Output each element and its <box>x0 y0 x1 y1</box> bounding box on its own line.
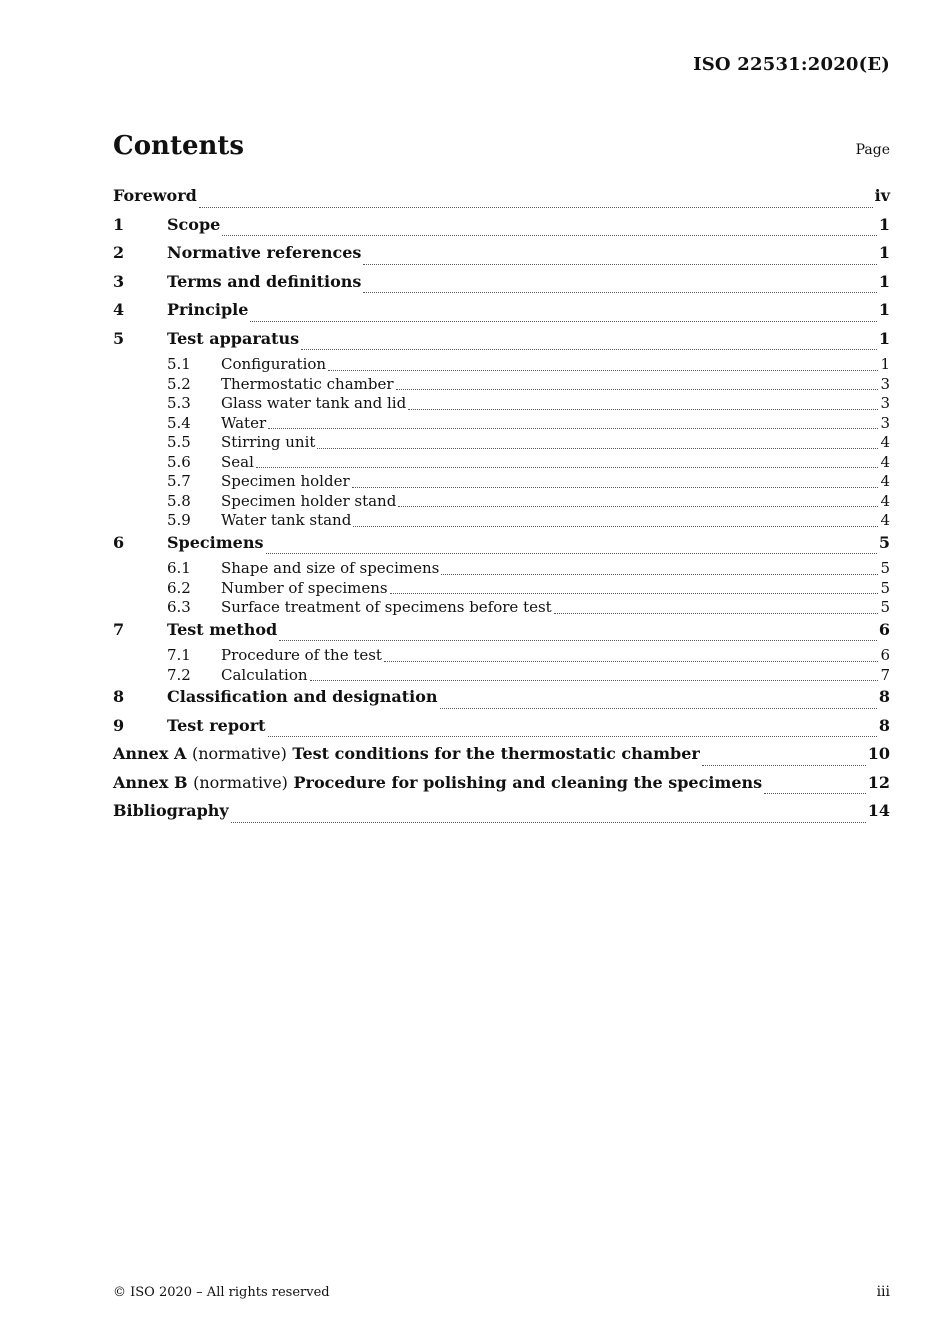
toc-entry-title: Specimen holder stand <box>221 491 397 510</box>
toc-entry-title: Specimen holder <box>221 472 350 490</box>
toc-page-number: 6 <box>878 619 890 639</box>
toc-entry-title: Configuration <box>221 355 327 373</box>
dot-leader <box>441 573 878 575</box>
toc-entry-number: 5.5 <box>167 433 191 451</box>
toc-entry-number: 5.4 <box>167 413 191 432</box>
toc-entry-title: Thermostatic chamber <box>221 374 394 393</box>
toc-entry-number: 4 <box>113 300 125 319</box>
dot-leader <box>352 486 879 488</box>
toc-entry-number: 6 <box>113 532 125 552</box>
toc-page-number: 4 <box>880 433 890 451</box>
contents-title: Contents <box>113 131 245 161</box>
toc-page-number: 1 <box>878 271 890 291</box>
toc-entry-title: Shape and size of specimens <box>221 559 440 577</box>
toc-page-number: 4 <box>880 491 890 510</box>
toc-entry-title: Seal <box>221 452 254 471</box>
toc-entry-number: 6.2 <box>167 578 191 597</box>
dot-leader <box>317 447 878 449</box>
toc-page-number: 3 <box>880 374 890 393</box>
toc-entry-number: 5.9 <box>167 511 191 529</box>
toc-entry-title: Test apparatus <box>167 328 300 348</box>
toc-entry-title: Scope <box>167 214 221 234</box>
toc-entry[interactable] <box>113 327 890 356</box>
toc-entry[interactable] <box>113 685 890 714</box>
toc-subentry[interactable] <box>113 433 890 453</box>
toc-entry-title: Classification and designation <box>167 687 438 706</box>
toc-entry[interactable] <box>113 213 890 242</box>
toc-entry[interactable] <box>113 531 890 560</box>
toc-entry[interactable] <box>113 714 890 743</box>
toc-page-number: 12 <box>867 772 890 792</box>
dot-leader <box>256 466 879 468</box>
toc-page-number: 10 <box>867 744 890 763</box>
toc-page-number: 1 <box>878 214 890 234</box>
toc-subentry[interactable] <box>113 646 890 666</box>
annex-qualifier: (normative) <box>193 772 288 792</box>
toc-entry-number: 5.2 <box>167 374 191 393</box>
toc-entry-title: Normative references <box>167 243 362 262</box>
toc-page-number: 1 <box>878 243 890 262</box>
annex-qualifier: (normative) <box>191 744 287 763</box>
toc-subentry[interactable] <box>113 492 890 512</box>
toc-entry-title: Glass water tank and lid <box>221 394 407 412</box>
toc-subentry[interactable] <box>113 472 890 492</box>
toc-page-number: 7 <box>880 665 890 684</box>
toc-entry-number: 6.3 <box>167 598 191 616</box>
toc-subentry[interactable] <box>113 394 890 414</box>
toc-entry-number: 5.1 <box>167 355 191 373</box>
toc-subentry[interactable] <box>113 414 890 434</box>
toc-entry-number: 5.8 <box>167 491 191 510</box>
toc-page-number: 5 <box>878 532 890 552</box>
toc-entry-number: 1 <box>113 214 125 234</box>
dot-leader <box>554 612 879 614</box>
toc-entry-number: 5.7 <box>167 472 191 490</box>
toc-entry-number: 7.2 <box>167 665 191 684</box>
dot-leader <box>268 427 878 429</box>
page-number: iii <box>876 1284 890 1300</box>
toc-page-number: 4 <box>880 452 890 471</box>
dot-leader <box>384 660 878 662</box>
dot-leader <box>328 369 878 371</box>
dot-leader <box>440 707 877 709</box>
toc-subentry[interactable] <box>113 453 890 473</box>
toc-entry-title <box>113 742 700 766</box>
toc-entry-number: 5.3 <box>167 394 191 412</box>
toc-entry-number: 7.1 <box>167 646 191 664</box>
document-id: ISO 22531:2020(E) <box>693 54 890 75</box>
toc-entry[interactable] <box>113 270 890 299</box>
dot-leader <box>363 263 876 265</box>
copyright-footer: © ISO 2020 – All rights reserved <box>113 1285 330 1300</box>
dot-leader <box>408 408 878 410</box>
toc-entry-title: Procedure of the test <box>221 646 382 664</box>
toc-entry-title: Specimens <box>167 532 264 552</box>
toc-page-number: 1 <box>878 300 890 319</box>
toc-entry-title: Water tank stand <box>221 511 352 529</box>
dot-leader <box>398 505 878 507</box>
dot-leader <box>301 348 877 350</box>
toc-subentry[interactable] <box>113 375 890 395</box>
toc-page-number: 5 <box>880 598 890 616</box>
toc-page-number: 4 <box>880 472 890 490</box>
toc-entry-title: Surface treatment of specimens before test <box>221 598 552 616</box>
dot-leader <box>363 291 876 293</box>
toc-subentry[interactable] <box>113 355 890 375</box>
toc-entry[interactable] <box>113 298 890 327</box>
toc-entry-title: Number of specimens <box>221 578 388 597</box>
dot-leader <box>702 764 866 766</box>
toc-entry[interactable] <box>113 241 890 270</box>
toc-entry[interactable] <box>113 799 890 828</box>
toc-entry-title: Stirring unit <box>221 433 316 451</box>
toc-entry[interactable] <box>113 618 890 647</box>
toc-entry-number: 5.6 <box>167 452 191 471</box>
toc-page-number: 5 <box>880 578 890 597</box>
toc-page-number: 8 <box>878 687 890 706</box>
toc-entry-title: Bibliography <box>113 801 229 820</box>
annex-title: Procedure for polishing and cleaning the specimens <box>293 772 763 792</box>
annex-title: Test conditions for the thermostatic chamber <box>292 744 700 763</box>
dot-leader <box>268 735 877 737</box>
table-of-contents <box>113 184 890 828</box>
toc-entry[interactable] <box>113 184 890 213</box>
toc-entry-number: 9 <box>113 715 125 735</box>
toc-page-number: 5 <box>880 559 890 577</box>
dot-leader <box>266 552 877 554</box>
annex-label: Annex A <box>113 744 187 763</box>
toc-subentry[interactable] <box>113 511 890 531</box>
dot-leader <box>231 821 866 823</box>
toc-entry-title: Test method <box>167 619 278 639</box>
toc-entry-title: Test report <box>167 715 266 735</box>
dot-leader <box>279 639 877 641</box>
dot-leader <box>250 320 876 322</box>
toc-entry-title: Calculation <box>221 665 308 684</box>
toc-entry-number: 8 <box>113 687 125 706</box>
dot-leader <box>222 234 877 236</box>
toc-page-number: iv <box>874 186 890 205</box>
toc-page-number: 3 <box>880 394 890 412</box>
toc-subentry[interactable] <box>113 598 890 618</box>
toc-entry-title: Terms and definitions <box>167 271 362 291</box>
dot-leader <box>396 388 879 390</box>
toc-entry-title: Principle <box>167 300 249 319</box>
toc-annex-entry[interactable] <box>113 771 890 800</box>
toc-page-number: 8 <box>878 715 890 735</box>
toc-page-number: 14 <box>867 801 890 820</box>
dot-leader <box>310 679 879 681</box>
toc-entry-number: 7 <box>113 619 125 639</box>
page-column-label: Page <box>855 142 890 158</box>
toc-page-number: 1 <box>880 355 890 373</box>
toc-page-number: 3 <box>880 413 890 432</box>
dot-leader <box>764 792 866 794</box>
toc-subentry[interactable] <box>113 559 890 579</box>
toc-page-number: 6 <box>880 646 890 664</box>
annex-label: Annex B <box>113 772 188 792</box>
toc-subentry[interactable] <box>113 579 890 599</box>
toc-page-number: 4 <box>880 511 890 529</box>
dot-leader <box>353 525 878 527</box>
dot-leader <box>199 206 873 208</box>
toc-page-number: 1 <box>878 328 890 348</box>
toc-entry-title <box>113 771 762 795</box>
toc-entry-title: Foreword <box>113 186 197 205</box>
toc-entry-number: 2 <box>113 243 125 262</box>
toc-entry-number: 6.1 <box>167 559 191 577</box>
toc-annex-entry[interactable] <box>113 742 890 771</box>
toc-entry-number: 3 <box>113 271 125 291</box>
toc-entry-title: Water <box>221 413 267 432</box>
toc-entry-number: 5 <box>113 328 125 348</box>
toc-subentry[interactable] <box>113 666 890 686</box>
dot-leader <box>390 592 879 594</box>
